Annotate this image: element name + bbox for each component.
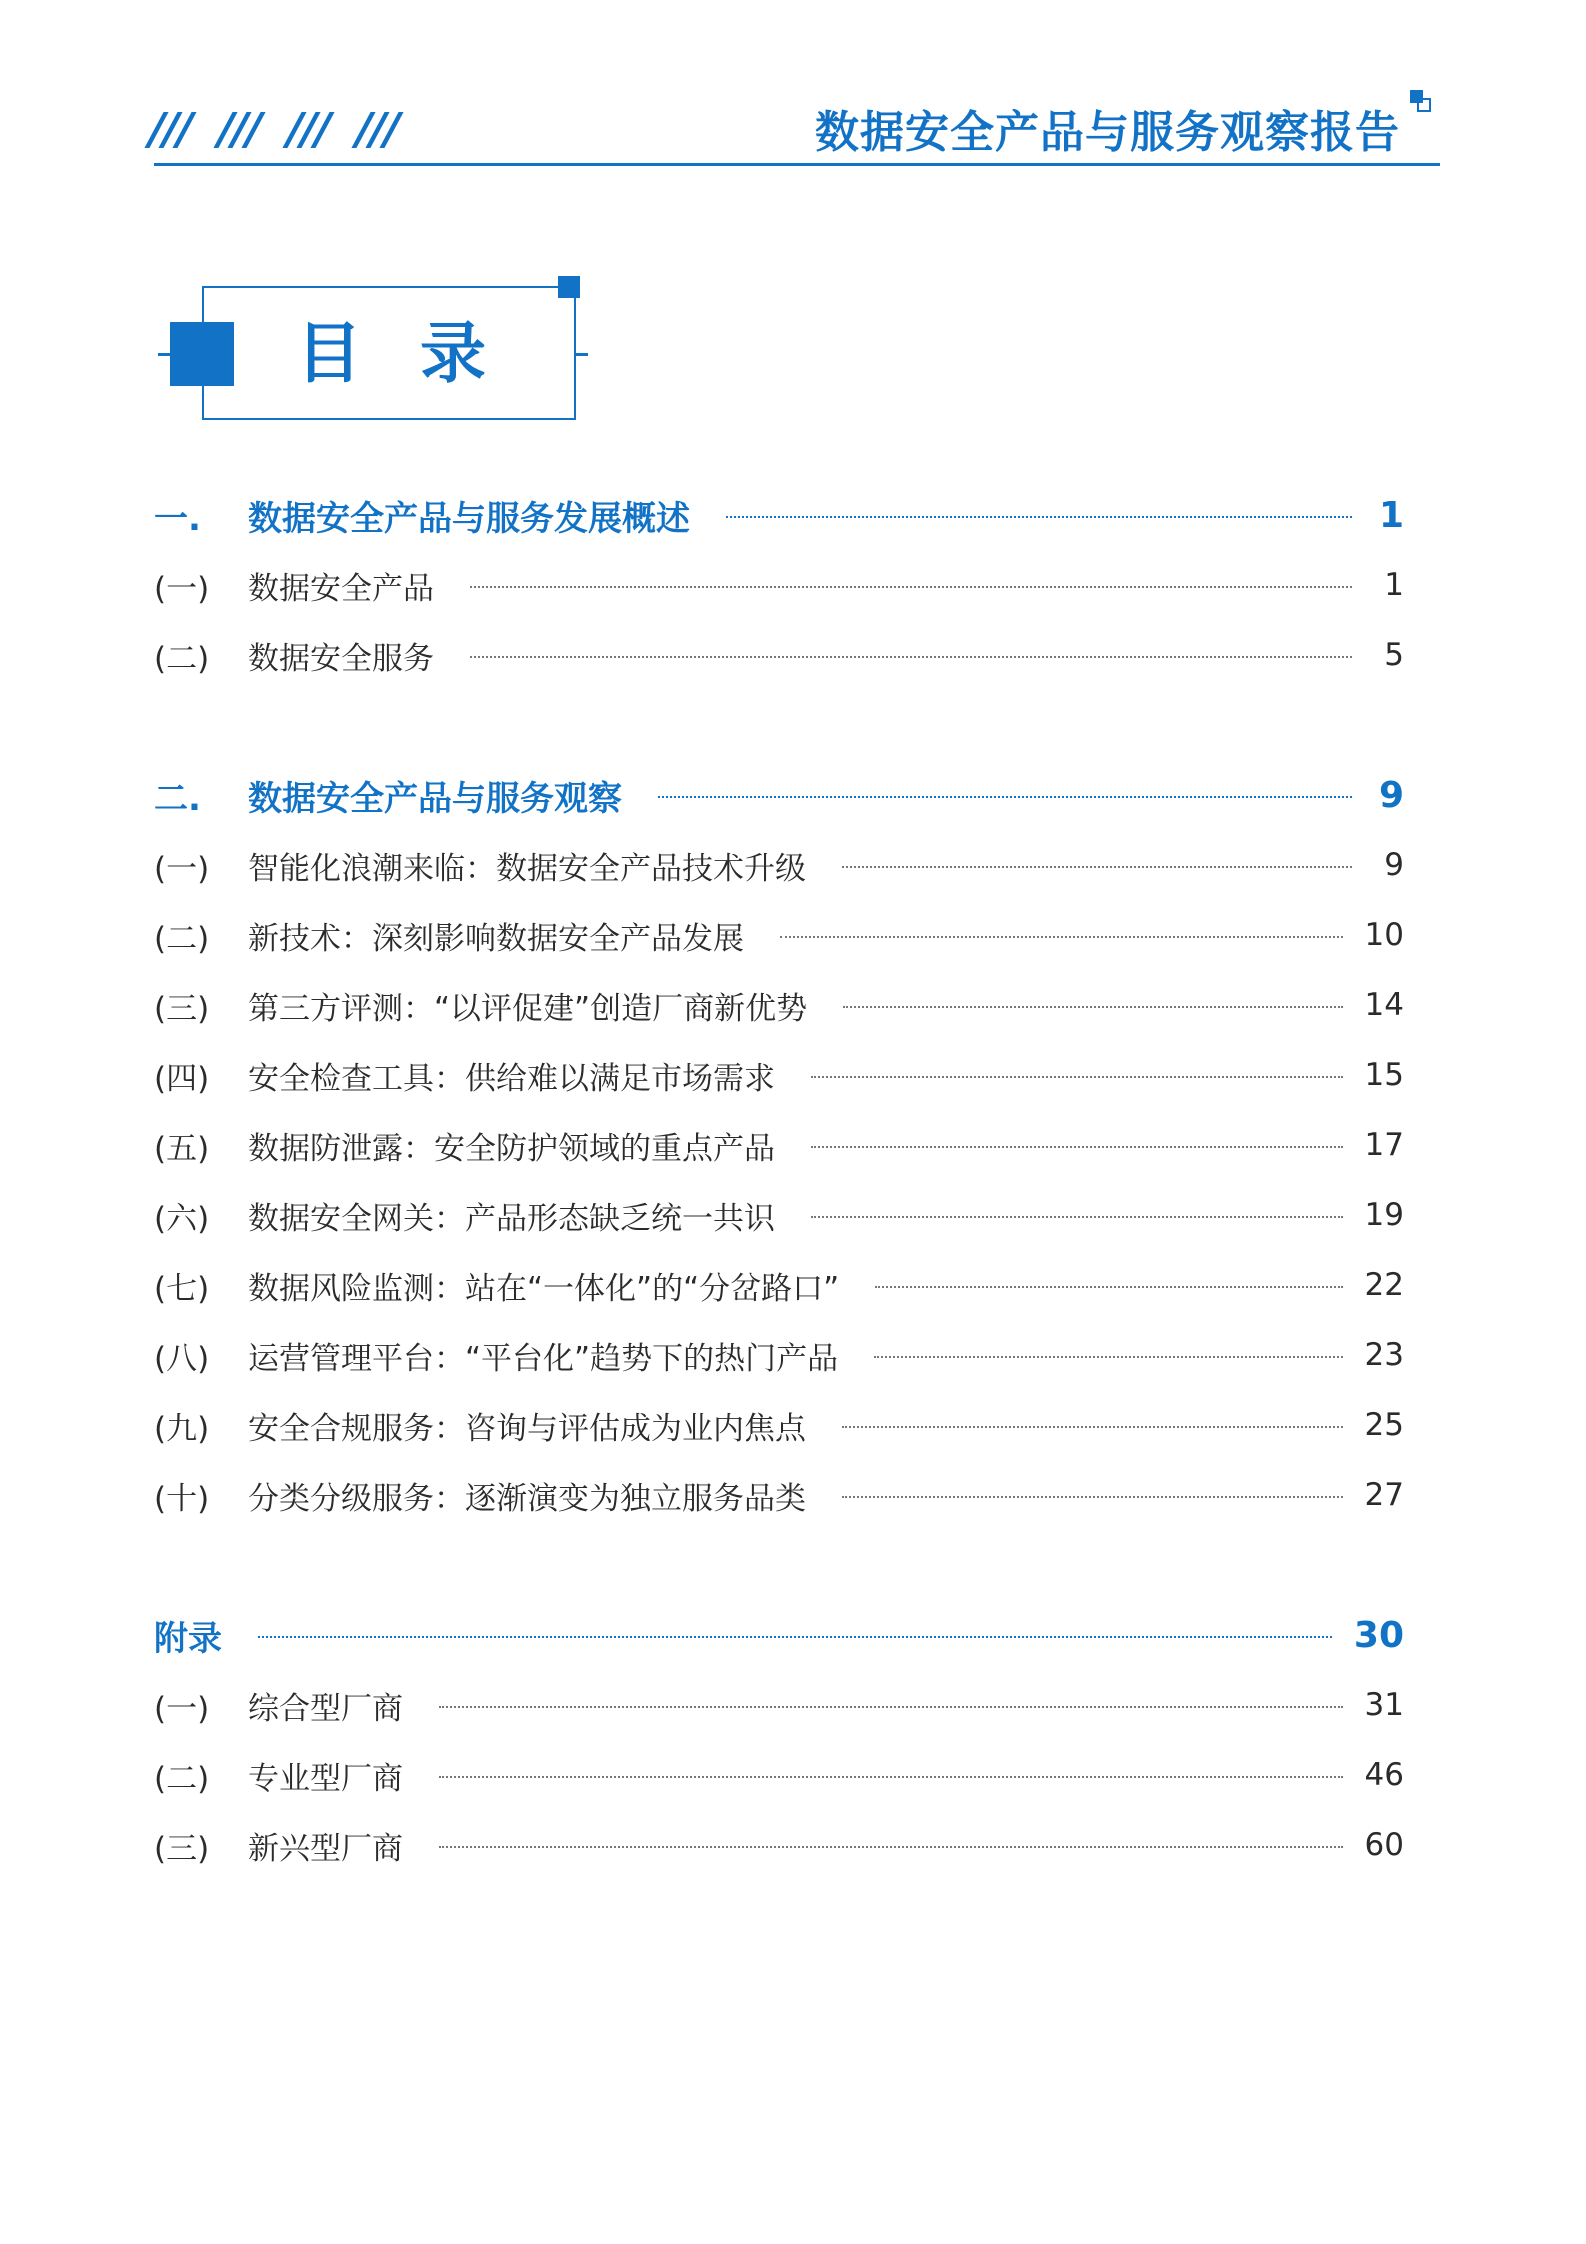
page-header [0, 0, 1586, 170]
toc-item-number: (二) [154, 1760, 210, 1797]
toc-item-title: 数据安全产品 [248, 570, 434, 607]
toc-item-entry[interactable] [154, 1120, 1404, 1170]
toc-item-entry[interactable] [154, 1050, 1404, 1100]
toc-page-number: 1 [1378, 494, 1404, 536]
toc-item-entry[interactable] [154, 560, 1404, 610]
slash-group [361, 112, 394, 152]
toc-dot-leader [780, 936, 1343, 938]
toc-dot-leader [811, 1146, 1343, 1148]
toc-section-entry[interactable] [154, 490, 1404, 540]
header-divider [154, 163, 1440, 166]
toc-dot-leader [470, 586, 1352, 588]
toc-item-entry[interactable] [154, 1470, 1404, 1520]
toc-dot-leader [470, 656, 1352, 658]
decorative-slashes [154, 112, 394, 152]
toc-page-number: 10 [1364, 917, 1404, 953]
toc-item-title: 数据防泄露：安全防护领域的重点产品 [248, 1130, 775, 1167]
toc-item-entry[interactable] [154, 910, 1404, 960]
toc-item-entry[interactable] [154, 1190, 1404, 1240]
toc-item-title: 数据安全网关：产品形态缺乏统一共识 [248, 1200, 775, 1237]
toc-item-title: 综合型厂商 [248, 1690, 403, 1727]
toc-page-number: 5 [1384, 637, 1404, 673]
toc-item-entry[interactable] [154, 1400, 1404, 1450]
toc-page-number: 14 [1364, 987, 1404, 1023]
toc-item-title: 安全检查工具：供给难以满足市场需求 [248, 1060, 775, 1097]
toc-item-title: 数据风险监测：站在“一体化”的“分岔路口” [248, 1270, 840, 1307]
toc-page-number: 9 [1378, 774, 1404, 816]
toc-item-number: (十) [154, 1480, 210, 1517]
toc-dot-leader [439, 1776, 1343, 1778]
toc-item-entry[interactable] [154, 630, 1404, 680]
toc-dot-leader [842, 866, 1352, 868]
toc-dot-leader [842, 1426, 1343, 1428]
toc-page-number: 27 [1364, 1477, 1404, 1513]
toc-dot-leader [811, 1076, 1343, 1078]
heading-tick-left [158, 353, 170, 356]
toc-page-number: 30 [1353, 1614, 1404, 1656]
toc-item-entry[interactable] [154, 840, 1404, 890]
toc-dot-leader [439, 1846, 1343, 1848]
toc-item-entry[interactable] [154, 1330, 1404, 1380]
toc-item-title: 运营管理平台：“平台化”趋势下的热门产品 [248, 1340, 839, 1377]
toc-dot-leader [811, 1216, 1343, 1218]
toc-item-number: (五) [154, 1130, 210, 1167]
report-title: 数据安全产品与服务观察报告 [815, 107, 1400, 158]
heading-tick-right [576, 353, 588, 356]
toc-item-title: 专业型厂商 [248, 1760, 403, 1797]
toc-item-number: (九) [154, 1410, 210, 1447]
toc-page-number: 15 [1364, 1057, 1404, 1093]
toc-page-number: 25 [1364, 1407, 1404, 1443]
toc-dot-leader [874, 1356, 1342, 1358]
toc-dot-leader [726, 516, 1352, 518]
toc-section-title: 数据安全产品与服务发展概述 [248, 498, 690, 539]
toc-item-entry[interactable] [154, 1260, 1404, 1310]
toc-item-number: (八) [154, 1340, 210, 1377]
toc-page-number: 17 [1364, 1127, 1404, 1163]
toc-section-entry[interactable] [154, 770, 1404, 820]
toc-dot-leader [842, 1496, 1343, 1498]
toc-item-number: (二) [154, 920, 210, 957]
toc-item-title: 分类分级服务：逐渐演变为独立服务品类 [248, 1480, 806, 1517]
toc-page-number: 23 [1364, 1337, 1404, 1373]
toc-item-title: 新技术：深刻影响数据安全产品发展 [248, 920, 744, 957]
toc-heading-box [158, 276, 598, 424]
toc-dot-leader [258, 1636, 1332, 1638]
toc-item-title: 安全合规服务：咨询与评估成为业内焦点 [248, 1410, 806, 1447]
toc-page-number: 19 [1364, 1197, 1404, 1233]
toc-dot-leader [658, 796, 1352, 798]
toc-section-number: 二. [154, 778, 201, 819]
toc-heading: 目录 [296, 315, 544, 392]
toc-page-number: 9 [1384, 847, 1404, 883]
toc-item-number: (一) [154, 850, 210, 887]
toc-dot-leader [843, 1006, 1342, 1008]
toc-item-number: (二) [154, 640, 210, 677]
toc-dot-leader [875, 1286, 1342, 1288]
toc-item-number: (三) [154, 1830, 210, 1867]
toc-item-entry[interactable] [154, 980, 1404, 1030]
toc-section-number: 一. [154, 498, 201, 539]
toc-item-number: (六) [154, 1200, 210, 1237]
toc-item-entry[interactable] [154, 1680, 1404, 1730]
toc-dot-leader [439, 1706, 1343, 1708]
toc-page-number: 1 [1384, 567, 1404, 603]
slash-group [154, 112, 187, 152]
toc-page-number: 60 [1364, 1827, 1404, 1863]
heading-square-icon [170, 322, 234, 386]
toc-section-title: 数据安全产品与服务观察 [248, 778, 622, 819]
toc-page-number: 31 [1364, 1687, 1404, 1723]
toc-section-entry[interactable] [154, 1610, 1404, 1660]
toc-item-title: 新兴型厂商 [248, 1830, 403, 1867]
slash-group [223, 112, 256, 152]
slash-group [292, 112, 325, 152]
toc-item-entry[interactable] [154, 1820, 1404, 1870]
toc-item-entry[interactable] [154, 1750, 1404, 1800]
toc-item-number: (三) [154, 990, 210, 1027]
toc-item-number: (一) [154, 570, 210, 607]
toc-page-number: 46 [1364, 1757, 1404, 1793]
toc-section-title: 附录 [154, 1618, 222, 1659]
toc-item-number: (七) [154, 1270, 210, 1307]
toc-item-title: 数据安全服务 [248, 640, 434, 677]
heading-corner-square-icon [558, 276, 580, 298]
toc-item-title: 智能化浪潮来临：数据安全产品技术升级 [248, 850, 806, 887]
corner-squares-icon [1410, 90, 1440, 120]
toc-page-number: 22 [1364, 1267, 1404, 1303]
toc-item-number: (四) [154, 1060, 210, 1097]
toc-item-number: (一) [154, 1690, 210, 1727]
toc-item-title: 第三方评测：“以评促建”创造厂商新优势 [248, 990, 808, 1027]
